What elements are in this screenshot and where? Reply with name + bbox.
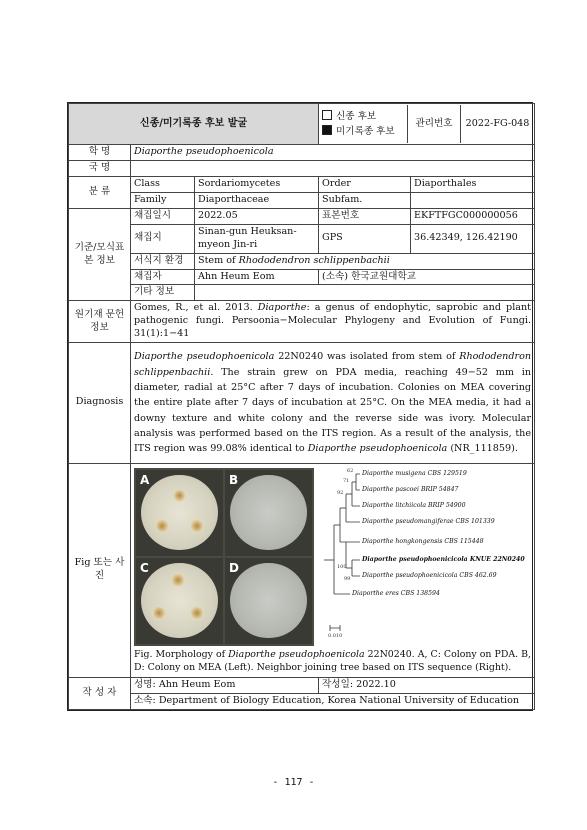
scientific-name: Diaporthe pseudophoenicola [134, 146, 274, 157]
gps-value: 36.42349, 126.42190 [411, 224, 535, 253]
author-name: 성명: Ahn Heum Eom [131, 677, 319, 693]
order-value: Diaporthales [411, 176, 535, 192]
candidate-form [67, 102, 533, 711]
collector-label: 채집자 [131, 269, 195, 285]
class-label: Class [131, 176, 195, 192]
form-title: 신종/미기록종 후보 발굴 [69, 104, 319, 145]
site-value: Sinan-gun Heuksan-myeon Jin-ri [195, 224, 319, 253]
korean-name-label: 국 명 [69, 160, 131, 176]
plate-d-photo [225, 558, 312, 644]
plate-d-label: D [229, 560, 239, 575]
habitat-value [195, 253, 535, 269]
tree-leaf: Diaporthe hongkongensis CBS 115448 [362, 537, 484, 545]
specimen-no-value: EKFTFGC000000056 [411, 208, 535, 224]
opt-new-label: 신종 후보 [336, 110, 377, 122]
habitat-host: Rhododendron schlippenbachii [238, 254, 390, 266]
tree-leaf: Diaporthe pascoei BRIP 54847 [362, 485, 459, 493]
tree-leaf: Diaporthe pseudomangiferae CBS 101339 [362, 517, 495, 525]
family-value: Diaporthaceae [195, 192, 319, 208]
bootstrap-value: 71 [343, 477, 350, 484]
colony-photos [134, 468, 314, 646]
page-number: - 117 - [272, 777, 315, 788]
other-info-value [195, 285, 535, 301]
author-affiliation: 소속: Department of Biology Education, Korea National University of Education [131, 693, 535, 709]
gps-label: GPS [319, 224, 411, 253]
plate-b-photo [225, 470, 312, 556]
tree-leaf: Diaporthe litchiicola BRIP 54900 [362, 501, 466, 509]
plate-b-label: B [229, 472, 239, 487]
plate-c-photo [136, 558, 223, 644]
diagnosis-text: Diaporthe pseudophoenicola 22N0240 was isolated from stem of Rhododendron schlippenbachii. The strain grew on PDA media, reaching 49−52 mm in diameter, radial at 25°C after 7 days of incubation. Colonies on MEA covering the entire plate after 7 days of incubation at 25°C. On the MEA media, it had a downy texture and white colony and the reverse side was ivory. Molecular analysis was performed based on the ITS region. As a result of the analysis, the ITS region was 99.08% identical to Diaporthe pseudophoenicola (NR_111859). [131, 343, 535, 463]
candidate-type [319, 105, 408, 143]
specimen-label: 기준/모식표본 정보 [69, 208, 131, 301]
subfam-value [411, 192, 535, 208]
order-label: Order [319, 176, 411, 192]
tree-leaf: Diaporthe pseudophoenicicola CBS 462.69 [362, 571, 497, 579]
phylogenetic-tree [318, 468, 531, 646]
habitat-prefix: Stem of [198, 254, 239, 266]
site-label: 채집지 [131, 224, 195, 253]
collector-affiliation: (소속) 한국교원대학교 [319, 269, 535, 285]
mgmt-number: 2022-FG-048 [465, 117, 530, 129]
figure-label: Fig 또는 사진 [69, 463, 131, 677]
family-label: Family [131, 192, 195, 208]
tree-leaf: Diaporthe eres CBS 138594 [352, 589, 440, 597]
opt-unrecorded-label: 미기록종 후보 [336, 126, 395, 137]
habitat-label: 서식지 환경 [131, 253, 195, 269]
date-label: 채집일시 [131, 208, 195, 224]
checkbox-new[interactable] [322, 110, 332, 120]
checkbox-unrecorded[interactable] [322, 125, 332, 135]
tree-leaf: Diaporthe musigena CBS 129519 [362, 469, 467, 477]
korean-name [131, 160, 535, 176]
bootstrap-value: 100 [337, 563, 347, 570]
plate-c-label: C [140, 560, 149, 575]
bootstrap-value: 62 [347, 467, 354, 474]
classification-label: 분 류 [69, 176, 131, 208]
specimen-no-label: 표본번호 [319, 208, 411, 224]
scientific-name-label: 학 명 [69, 145, 131, 161]
author-label: 작 성 자 [69, 677, 131, 709]
other-info-label: 기타 정보 [131, 285, 195, 301]
author-date: 작성일: 2022.10 [319, 677, 535, 693]
date-value: 2022.05 [195, 208, 319, 224]
bootstrap-value: 99 [344, 575, 351, 582]
plate-a-label: A [140, 472, 150, 487]
scale-bar-label: 0.010 [328, 632, 343, 639]
class-value: Sordariomycetes [195, 176, 319, 192]
reference-text: Gomes, R., et al. 2013. Diaporthe: a genus of endophytic, saprobic and plant pathogenic fungi. Persoonia−Molecular Phylogeny and Evolution of Fungi. 31(1):1−41 [131, 301, 535, 343]
reference-label: 원기재 문헌 정보 [69, 301, 131, 343]
tree-leaf-target: Diaporthe pseudophoenicicola KNUE 22N0240 [362, 555, 525, 563]
figure-caption: Fig. Morphology of Diaporthe pseudophoenicola 22N0240. A, C: Colony on PDA. B, D: Colony on MEA (Left). Neighbor joining tree based on ITS sequence (Right). [134, 648, 532, 674]
form-table [68, 103, 535, 710]
figure-panel [134, 466, 531, 648]
subfam-label: Subfam. [319, 192, 411, 208]
plate-a-photo [136, 470, 223, 556]
diagnosis-label: Diagnosis [69, 343, 131, 463]
collector-value: Ahn Heum Eom [195, 269, 319, 285]
bootstrap-value: 92 [337, 489, 344, 496]
mgmt-label: 관리번호 [408, 105, 461, 143]
